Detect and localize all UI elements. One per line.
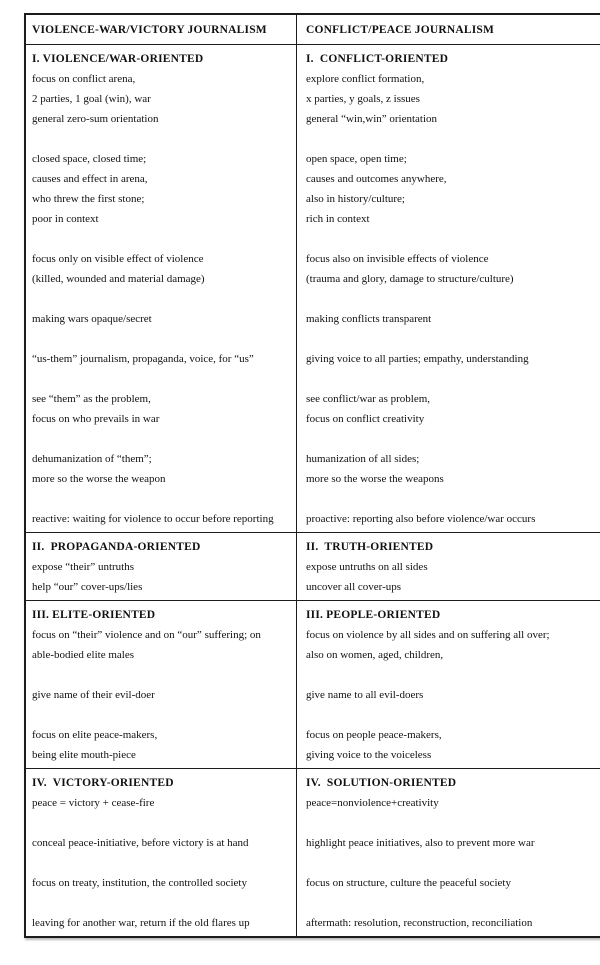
paragraph-group	[306, 309, 597, 329]
section-iv-left-cell	[25, 769, 297, 938]
text-line: making wars opaque/secret	[32, 313, 152, 325]
table-row	[25, 533, 600, 601]
text-line: causes and outcomes anywhere,	[306, 173, 447, 185]
text-line: more so the worse the weapon	[32, 473, 166, 485]
section-title: II. PROPAGANDA-ORIENTED	[32, 541, 201, 553]
text-line: focus on elite peace-makers,	[32, 729, 158, 741]
paragraph-group	[32, 913, 292, 933]
paragraph-group	[306, 349, 597, 369]
paragraph-group	[306, 69, 597, 129]
paragraph-group	[306, 249, 597, 289]
text-line: causes and effect in arena,	[32, 173, 148, 185]
text-line: conceal peace-initiative, before victory is at hand	[32, 837, 249, 849]
table-body	[25, 45, 600, 938]
text-line: giving voice to the voiceless	[306, 749, 432, 761]
paragraph-group	[306, 149, 597, 229]
text-line: focus on violence by all sides and on suffering all over;	[306, 629, 550, 641]
paragraph-group	[306, 389, 597, 429]
section-i-right-cell	[297, 45, 600, 533]
paragraph-group	[32, 725, 292, 765]
text-line: “us-them” journalism, propaganda, voice, for “us”	[32, 353, 254, 365]
text-line: (killed, wounded and material damage)	[32, 273, 205, 285]
text-line: general “win,win” orientation	[306, 113, 438, 125]
text-line: 2 parties, 1 goal (win), war	[32, 93, 151, 105]
text-line: general zero-sum orientation	[32, 113, 159, 125]
text-line: giving voice to all parties; empathy, understanding	[306, 353, 529, 365]
paragraph-group	[32, 249, 292, 289]
text-line: explore conflict formation,	[306, 73, 425, 85]
text-line: humanization of all sides;	[306, 453, 420, 465]
text-line: rich in context	[306, 213, 370, 225]
paragraph-group	[32, 149, 292, 229]
paragraph-group	[306, 509, 597, 529]
paragraph-group	[32, 309, 292, 329]
paragraph-group	[32, 509, 292, 529]
text-line: reactive: waiting for violence to occur before reporting	[32, 513, 274, 525]
paragraph-group	[32, 793, 292, 813]
text-line: more so the worse the weapons	[306, 473, 444, 485]
section-i-left-cell	[25, 45, 297, 533]
paragraph-group	[306, 725, 597, 765]
section-title: IV. SOLUTION-ORIENTED	[306, 777, 457, 789]
text-line: aftermath: resolution, reconstruction, reconciliation	[306, 917, 533, 929]
section-ii-right-cell	[297, 533, 600, 601]
section-title: III. PEOPLE-ORIENTED	[306, 609, 441, 621]
paragraph-group	[306, 873, 597, 893]
text-line: poor in context	[32, 213, 99, 225]
section-iv-right-cell	[297, 769, 600, 938]
paragraph-group	[306, 793, 597, 813]
header-cell-peace-journalism: CONFLICT/PEACE JOURNALISM	[297, 14, 600, 45]
text-line: also on women, aged, children,	[306, 649, 444, 661]
text-line: highlight peace initiatives, also to prevent more war	[306, 837, 535, 849]
paragraph-group	[32, 389, 292, 429]
text-line: focus on people peace-makers,	[306, 729, 442, 741]
text-line: x parties, y goals, z issues	[306, 93, 420, 105]
header-cell-war-journalism: VIOLENCE-WAR/VICTORY JOURNALISM	[25, 14, 297, 45]
header-row	[25, 14, 600, 45]
text-line: peace=nonviolence+creativity	[306, 797, 439, 809]
section-title: IV. VICTORY-ORIENTED	[32, 777, 174, 789]
section-title: I. CONFLICT-ORIENTED	[306, 53, 449, 65]
section-ii-left-cell	[25, 533, 297, 601]
text-line: give name to all evil-doers	[306, 689, 424, 701]
text-line: help “our” cover-ups/lies	[32, 581, 143, 593]
text-line: making conflicts transparent	[306, 313, 432, 325]
paragraph-group	[32, 685, 292, 705]
section-title: I. VIOLENCE/WAR-ORIENTED	[32, 53, 204, 65]
section-iii-right-cell	[297, 601, 600, 769]
paragraph-group	[306, 833, 597, 853]
text-line: uncover all cover-ups	[306, 581, 402, 593]
text-line: focus on who prevails in war	[32, 413, 160, 425]
text-line: open space, open time;	[306, 153, 407, 165]
text-line: expose untruths on all sides	[306, 561, 428, 573]
text-line: expose “their” untruths	[32, 561, 135, 573]
paragraph-group	[32, 625, 292, 665]
paragraph-group	[32, 873, 292, 893]
text-line: see conflict/war as problem,	[306, 393, 431, 405]
text-line: focus also on invisible effects of violence	[306, 253, 489, 265]
paragraph-group	[306, 625, 597, 665]
paragraph-group	[306, 913, 597, 933]
paragraph-group	[32, 833, 292, 853]
text-line: also in history/culture;	[306, 193, 405, 205]
section-iii-left-cell	[25, 601, 297, 769]
text-line: closed space, closed time;	[32, 153, 147, 165]
text-line: focus on treaty, institution, the controlled society	[32, 877, 247, 889]
section-title: III. ELITE-ORIENTED	[32, 609, 156, 621]
text-line: focus on conflict creativity	[306, 413, 425, 425]
paragraph-group	[32, 557, 292, 597]
paragraph-group	[32, 69, 292, 129]
text-line: give name of their evil-doer	[32, 689, 155, 701]
journalism-comparison-table	[24, 13, 600, 938]
text-line: who threw the first stone;	[32, 193, 145, 205]
text-line: leaving for another war, return if the old flares up	[32, 917, 250, 929]
table-row	[25, 601, 600, 769]
table-row	[25, 769, 600, 938]
text-line: see “them” as the problem,	[32, 393, 151, 405]
section-title: II. TRUTH-ORIENTED	[306, 541, 434, 553]
paragraph-group	[32, 449, 292, 489]
text-line: focus on conflict arena,	[32, 73, 136, 85]
text-line: being elite mouth-piece	[32, 749, 136, 761]
paragraph-group	[306, 685, 597, 705]
paragraph-group	[306, 449, 597, 489]
table-header	[25, 14, 600, 45]
text-line: dehumanization of “them”;	[32, 453, 152, 465]
paragraph-group	[306, 557, 597, 597]
paragraph-group	[32, 349, 292, 369]
text-line: focus only on visible effect of violence	[32, 253, 204, 265]
table-row	[25, 45, 600, 533]
text-line: proactive: reporting also before violence/war occurs	[306, 513, 536, 525]
text-line: focus on “their” violence and on “our” suffering; on	[32, 629, 261, 641]
text-line: (trauma and glory, damage to structure/culture)	[306, 273, 514, 285]
text-line: focus on structure, culture the peaceful society	[306, 877, 511, 889]
text-line: able-bodied elite males	[32, 649, 135, 661]
text-line: peace = victory + cease-fire	[32, 797, 155, 809]
